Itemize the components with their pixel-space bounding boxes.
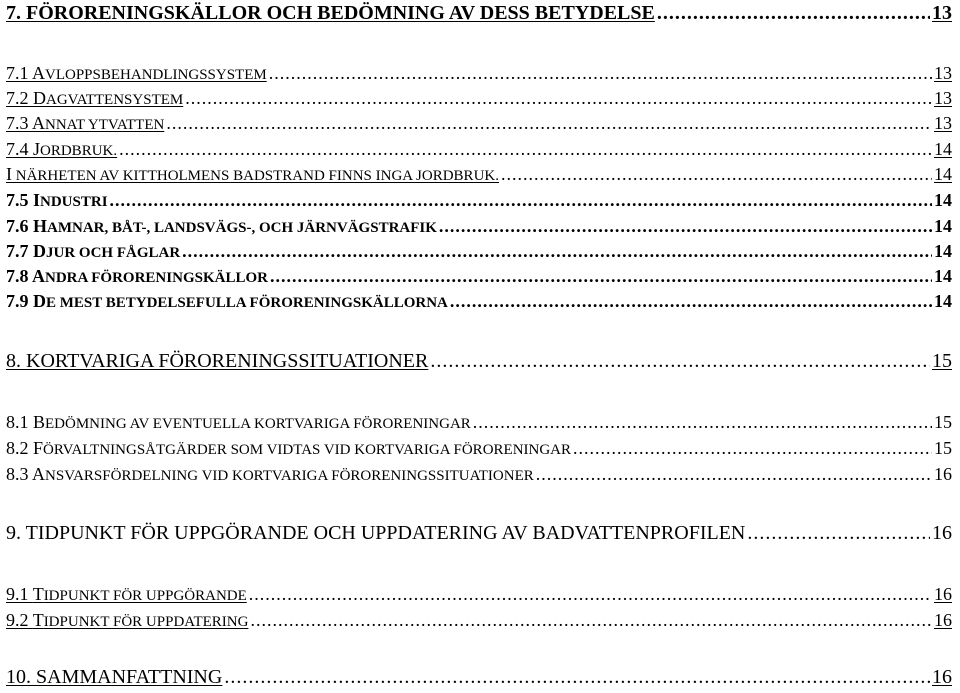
entry-number: 7.3 bbox=[6, 113, 33, 133]
entry-page: 16 bbox=[932, 522, 952, 544]
entry-number: 7.6 bbox=[6, 216, 33, 236]
toc-entry-7-9[interactable] bbox=[6, 291, 952, 312]
entry-title: KORTVARIGA FÖRORENINGSSITUATIONER bbox=[26, 350, 429, 372]
dot-leader bbox=[119, 139, 932, 160]
entry-title-rest: ÖRVALTNINGSÅTGÄRDER SOM VIDTAS VID KORTVARIGA FÖRORENINGAR bbox=[43, 442, 572, 458]
entry-page: 15 bbox=[934, 412, 952, 432]
entry-number: 7.4 bbox=[6, 139, 33, 159]
entry-title-rest: NNAT YTVATTEN bbox=[45, 117, 165, 133]
entry-title-rest: E MEST BETYDELSEFULLA FÖRORENINGSKÄLLORNA bbox=[46, 295, 448, 311]
dot-leader bbox=[269, 63, 932, 84]
dot-leader bbox=[185, 88, 932, 109]
dot-leader bbox=[182, 241, 932, 262]
entry-page: 13 bbox=[934, 63, 952, 83]
dot-leader bbox=[110, 190, 932, 211]
entry-page: 13 bbox=[934, 113, 952, 133]
toc-entry-9[interactable] bbox=[6, 522, 952, 545]
entry-page: 16 bbox=[934, 584, 952, 604]
toc-entry-10[interactable] bbox=[6, 666, 952, 689]
dot-leader bbox=[249, 584, 932, 605]
entry-page: 14 bbox=[934, 266, 952, 286]
dot-leader bbox=[270, 266, 932, 287]
entry-page: 14 bbox=[934, 139, 952, 159]
entry-number: 7.8 bbox=[6, 266, 33, 286]
entry-title-rest: AMNAR, BÅT-, LANDSVÄGS-, OCH JÄRNVÄGSTRAFIK bbox=[47, 220, 437, 236]
entry-number: 8.1 bbox=[6, 412, 33, 432]
entry-number: 8.3 bbox=[6, 464, 33, 484]
entry-page: 13 bbox=[934, 88, 952, 108]
entry-title-initial: F bbox=[33, 438, 44, 458]
dot-leader bbox=[747, 522, 930, 545]
entry-title-initial: H bbox=[33, 216, 48, 236]
toc-entry-7-2[interactable] bbox=[6, 88, 952, 109]
entry-number: 7. bbox=[6, 2, 26, 24]
entry-title-rest: NÄRHETEN AV KITTHOLMENS BADSTRAND FINNS INGA JORDBRUK. bbox=[12, 168, 499, 184]
toc-entry-7-6[interactable] bbox=[6, 216, 952, 237]
entry-title-rest: VLOPPSBEHANDLINGSSYSTEM bbox=[45, 67, 267, 83]
entry-page: 14 bbox=[934, 190, 952, 210]
entry-number: 7.9 bbox=[6, 291, 33, 311]
entry-number: 7.1 bbox=[6, 63, 33, 83]
toc-entry-9-1[interactable] bbox=[6, 584, 952, 605]
entry-number: 7.2 bbox=[6, 88, 33, 108]
dot-leader bbox=[657, 2, 930, 25]
entry-page: 16 bbox=[932, 666, 952, 688]
dot-leader bbox=[501, 164, 932, 185]
entry-title-initial: T bbox=[32, 584, 44, 604]
toc-entry-7-3[interactable] bbox=[6, 113, 952, 134]
toc-entry-9-2[interactable] bbox=[6, 610, 952, 631]
toc-entry-8[interactable] bbox=[6, 350, 952, 373]
entry-title-rest: NSVARSFÖRDELNING VID KORTVARIGA FÖRORENINGSSITUATIONER bbox=[45, 468, 534, 484]
dot-leader bbox=[536, 464, 932, 485]
entry-title-initial: D bbox=[33, 241, 46, 261]
entry-number: 9.1 bbox=[6, 584, 33, 604]
entry-title-initial: I bbox=[6, 164, 12, 184]
toc-entry-7-7[interactable] bbox=[6, 241, 952, 262]
entry-title: SAMMANFATTNING bbox=[36, 666, 223, 688]
dot-leader bbox=[439, 216, 932, 237]
entry-title-initial: A bbox=[32, 63, 46, 83]
entry-number: 9. bbox=[6, 522, 26, 544]
entry-title-initial: T bbox=[32, 610, 44, 630]
entry-number: 9.2 bbox=[6, 610, 33, 630]
entry-title-initial: B bbox=[33, 412, 46, 432]
entry-title: FÖRORENINGSKÄLLOR OCH BEDÖMNING AV DESS BETYDELSE bbox=[26, 2, 655, 24]
entry-page: 14 bbox=[934, 241, 952, 261]
entry-page: 14 bbox=[934, 216, 952, 236]
dot-leader bbox=[224, 666, 930, 689]
toc-entry-kittholmen[interactable] bbox=[6, 164, 952, 185]
entry-number: 8. bbox=[6, 350, 26, 372]
entry-title-rest: EDÖMNING AV EVENTUELLA KORTVARIGA FÖRORENINGAR bbox=[45, 416, 471, 432]
entry-page: 13 bbox=[932, 2, 952, 24]
toc-entry-8-2[interactable] bbox=[6, 438, 952, 459]
entry-title: TIDPUNKT FÖR UPPGÖRANDE OCH UPPDATERING AV BADVATTENPROFILEN bbox=[25, 522, 746, 544]
entry-title-rest: NDRA FÖRORENINGSKÄLLOR bbox=[45, 270, 268, 286]
entry-title-rest: AGVATTENSYSTEM bbox=[46, 92, 184, 108]
dot-leader bbox=[473, 412, 932, 433]
dot-leader bbox=[573, 438, 932, 459]
entry-title-rest: IDPUNKT FÖR UPPDATERING bbox=[43, 614, 249, 630]
entry-page: 15 bbox=[932, 350, 952, 372]
entry-title-initial: A bbox=[32, 266, 46, 286]
dot-leader bbox=[166, 113, 932, 134]
toc-entry-7-1[interactable] bbox=[6, 63, 952, 84]
entry-number: 10. bbox=[6, 666, 36, 688]
entry-title-rest: IDPUNKT FÖR UPPGÖRANDE bbox=[43, 588, 247, 604]
entry-title-rest: JUR OCH FÅGLAR bbox=[46, 245, 181, 261]
entry-number: 8.2 bbox=[6, 438, 33, 458]
dot-leader bbox=[250, 610, 932, 631]
entry-title-initial: I bbox=[33, 190, 41, 210]
entry-title-initial: J bbox=[33, 139, 41, 159]
entry-page: 14 bbox=[934, 291, 952, 311]
entry-page: 16 bbox=[934, 610, 952, 630]
toc-entry-8-1[interactable] bbox=[6, 412, 952, 433]
toc-entry-7-8[interactable] bbox=[6, 266, 952, 287]
entry-number: 7.7 bbox=[6, 241, 33, 261]
entry-title-initial: A bbox=[32, 113, 46, 133]
toc-entry-7-4[interactable] bbox=[6, 139, 952, 160]
entry-page: 16 bbox=[934, 464, 952, 484]
toc-entry-7-5[interactable] bbox=[6, 190, 952, 211]
dot-leader bbox=[430, 350, 930, 373]
dot-leader bbox=[450, 291, 932, 312]
entry-number: 7.5 bbox=[6, 190, 33, 210]
entry-title-rest: ORDBRUK. bbox=[40, 143, 118, 159]
entry-page: 15 bbox=[934, 438, 952, 458]
entry-title-initial: D bbox=[33, 88, 46, 108]
entry-page: 14 bbox=[934, 164, 952, 184]
toc-entry-8-3[interactable] bbox=[6, 464, 952, 485]
entry-title-initial: A bbox=[32, 464, 46, 484]
entry-title-rest: NDUSTRI bbox=[40, 194, 108, 210]
entry-title-initial: D bbox=[33, 291, 46, 311]
toc-entry-7[interactable] bbox=[6, 2, 952, 25]
